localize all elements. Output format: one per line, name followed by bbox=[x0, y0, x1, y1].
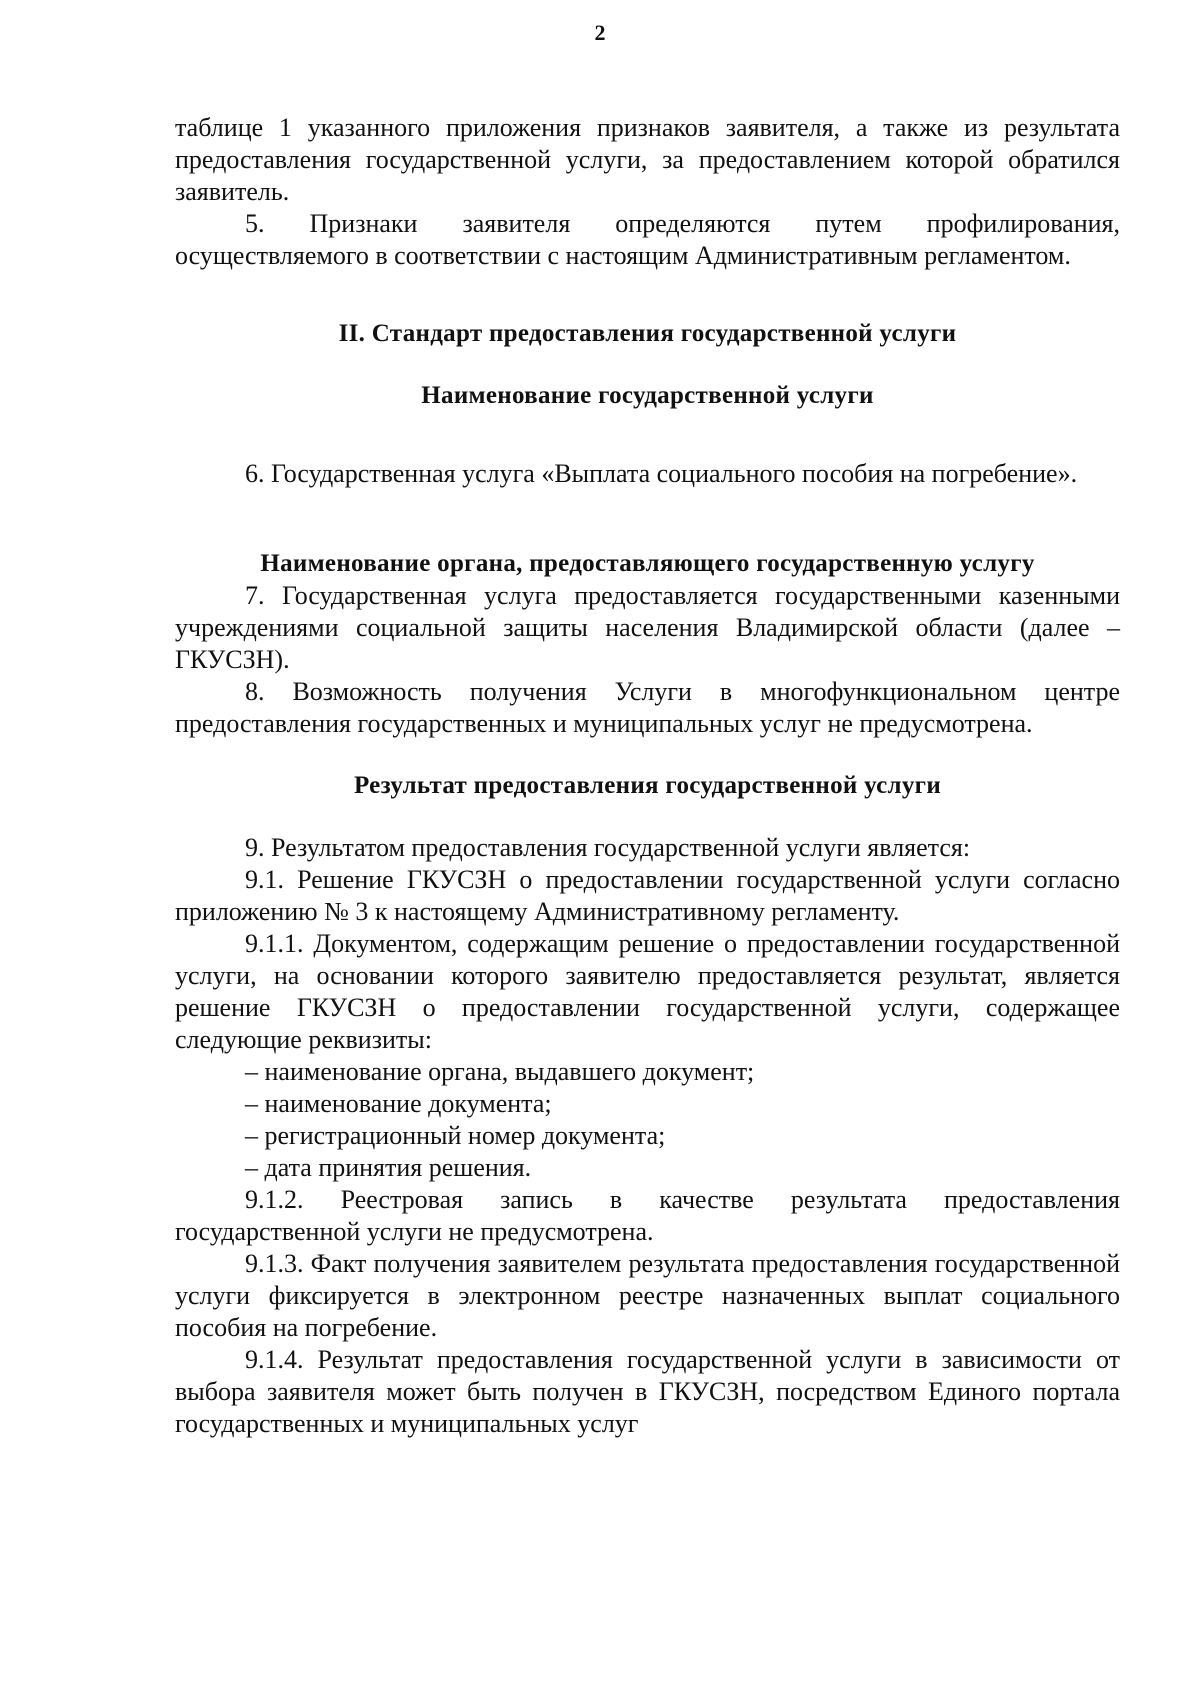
spacer bbox=[175, 272, 1120, 318]
paragraph: 9.1.1. Документом, содержащим решение о предоставлении государственной услуги, на основании которого заявителю предоставляется результат, является решение ГКУСЗН о предоставлении государственной услуги, содержащее следующие реквизиты: bbox=[175, 929, 1120, 1054]
page-number: 2 bbox=[594, 20, 606, 45]
paragraph: 8. Возможность получения Услуги в многофункциональном центре предоставления государственных и муниципальных услуг не предусмотрена. bbox=[175, 677, 1120, 738]
section-heading: Наименование органа, предоставляющего государственную услугу bbox=[260, 550, 1035, 577]
list-item: – дата принятия решения. bbox=[245, 1153, 532, 1182]
paragraph: таблице 1 указанного приложения признаков заявителя, а также из результата предоставления государственной услуги, за предоставлением которой обратился заявитель. bbox=[175, 113, 1120, 206]
paragraph: 9.1.4. Результат предоставления государственной услуги в зависимости от выбора заявителя может быть получен в ГКУСЗН, посредством Единого портала государственных и муниципальных услуг bbox=[175, 1345, 1120, 1438]
spacer bbox=[175, 350, 1120, 380]
spacer bbox=[175, 740, 1120, 770]
paragraph: 5. Признаки заявителя определяются путем профилирования, осуществляемого в соответствии с настоящим Административным регламентом. bbox=[175, 209, 1120, 270]
paragraph: 9.1. Решение ГКУСЗН о предоставлении государственной услуги согласно приложению № 3 к настоящему Административному регламенту. bbox=[175, 865, 1120, 926]
paragraph: 9.1.3. Факт получения заявителем результата предоставления государственной услуги фиксируется в электронном реестре назначенных выплат социального пособия на погребение. bbox=[175, 1249, 1120, 1342]
paragraph: 7. Государственная услуга предоставляется государственными казенными учреждениями социальной защиты населения Владимирской области (далее – ГКУСЗН). bbox=[175, 581, 1120, 674]
spacer bbox=[175, 490, 1120, 548]
paragraph: 9.1.2. Реестровая запись в качестве результата предоставления государственной услуги не предусмотрена. bbox=[175, 1185, 1120, 1246]
spacer bbox=[175, 412, 1120, 458]
spacer bbox=[175, 802, 1120, 832]
section-heading: Результат предоставления государственной услуги bbox=[353, 772, 942, 799]
list-item: – регистрационный номер документа; bbox=[245, 1121, 666, 1150]
paragraph: 9. Результатом предоставления государственной услуги является: bbox=[245, 833, 971, 862]
section-heading: II. Стандарт предоставления государственной услуги bbox=[338, 320, 957, 347]
list-item: – наименование документа; bbox=[245, 1089, 552, 1118]
document-body bbox=[175, 112, 1120, 1440]
paragraph: 6. Государственная услуга «Выплата социального пособия на погребение». bbox=[245, 459, 1078, 488]
section-heading: Наименование государственной услуги bbox=[421, 382, 874, 409]
list-item: – наименование органа, выдавшего документ; bbox=[245, 1057, 755, 1086]
